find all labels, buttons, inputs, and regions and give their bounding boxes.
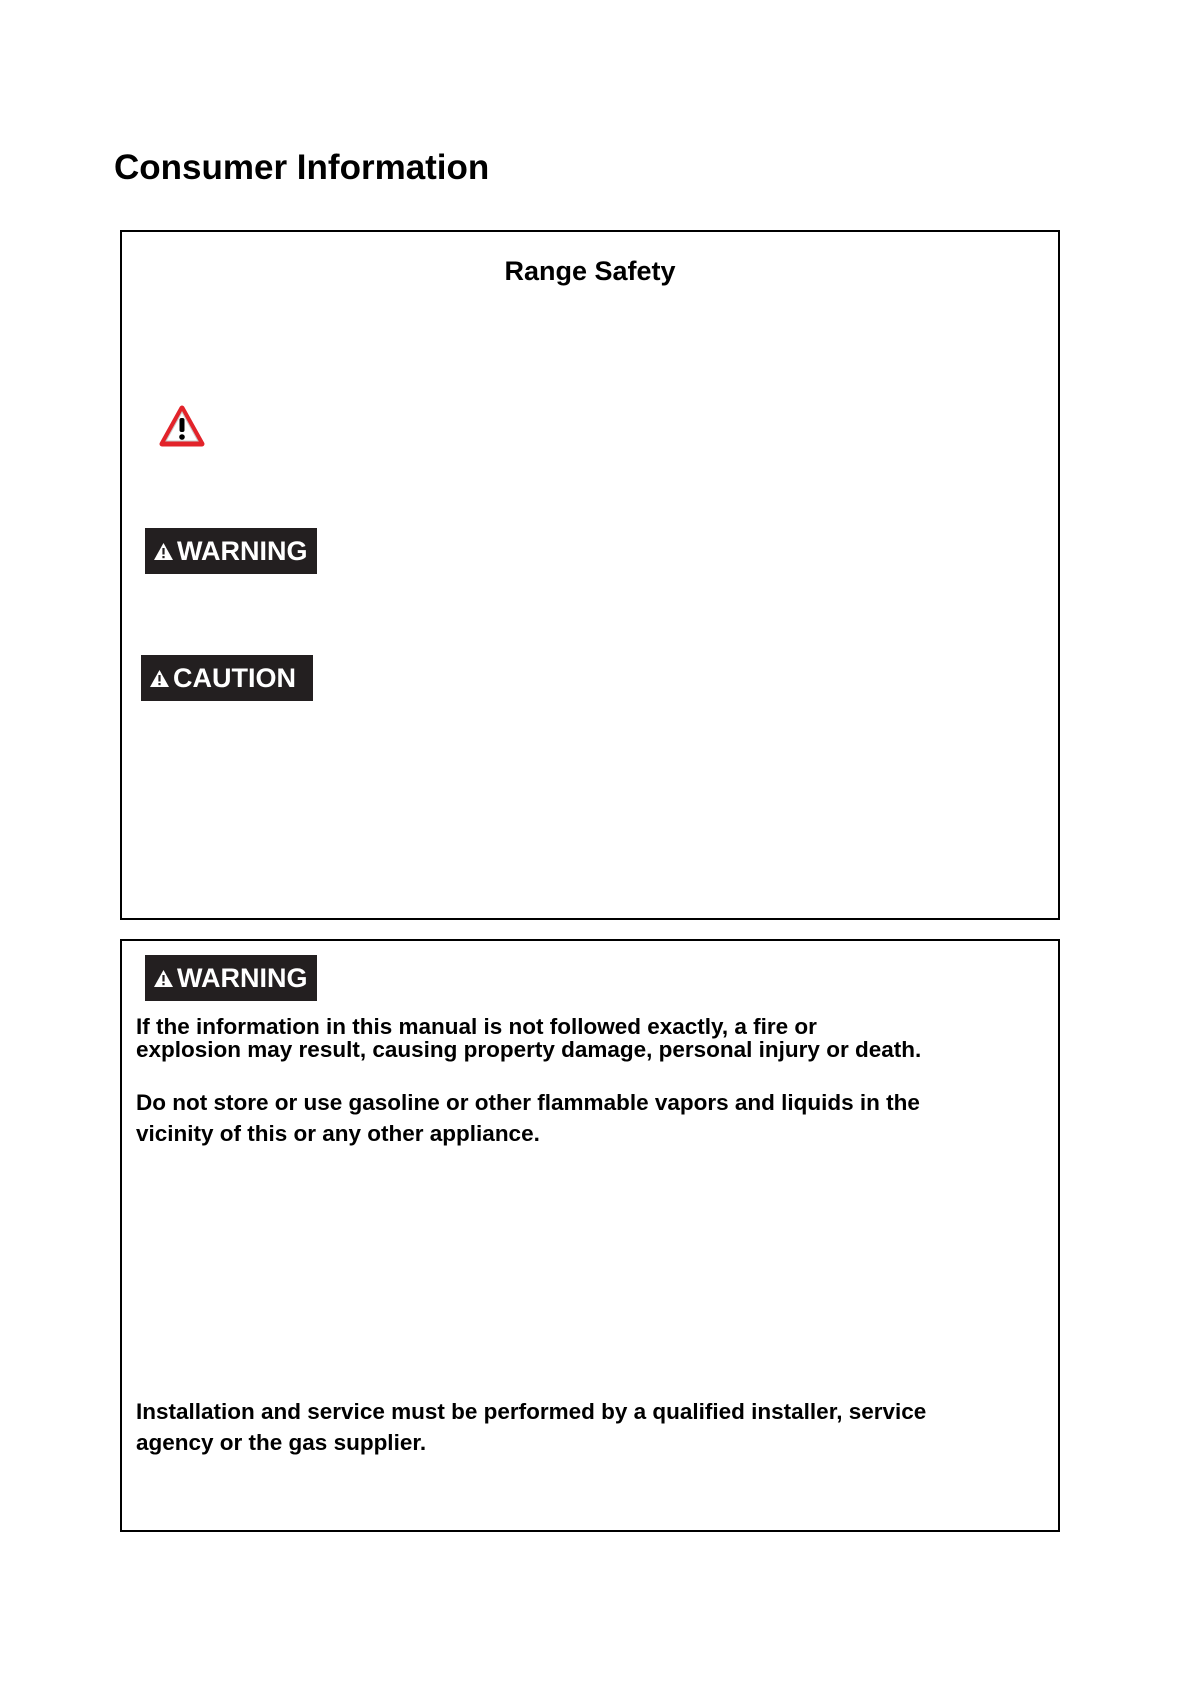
- warning-triangle-icon: [153, 542, 174, 561]
- paragraph-line: explosion may result, causing property damage, personal injury or death.: [136, 1037, 922, 1062]
- warning-signal-label: [145, 955, 317, 1001]
- flammable-storage-warning: [136, 1087, 920, 1149]
- paragraph-line: If the information in this manual is not followed exactly, a fire or: [136, 1014, 817, 1039]
- paragraph-line: agency or the gas supplier.: [136, 1430, 427, 1455]
- warning-label-text: WARNING: [177, 536, 308, 566]
- warning-label-text: WARNING: [177, 963, 308, 993]
- paragraph-line: Do not store or use gasoline or other flammable vapors and liquids in the: [136, 1090, 920, 1115]
- range-safety-box: [120, 230, 1060, 920]
- fire-explosion-warning: [136, 1015, 921, 1061]
- warning-triangle-icon: [153, 969, 174, 988]
- caution-signal-label: [141, 655, 313, 701]
- alert-triangle-icon: [158, 404, 206, 450]
- installation-service-notice: [136, 1396, 926, 1458]
- caution-label-text: CAUTION: [173, 663, 296, 693]
- page-title: Consumer Information: [114, 148, 490, 187]
- range-safety-heading: Range Safety: [504, 256, 676, 286]
- gas-warning-box: [120, 939, 1060, 1532]
- warning-signal-label: [145, 528, 317, 574]
- caution-triangle-icon: [149, 669, 170, 688]
- paragraph-line: Installation and service must be performed by a qualified installer, service: [136, 1399, 927, 1424]
- paragraph-line: vicinity of this or any other appliance.: [136, 1121, 540, 1146]
